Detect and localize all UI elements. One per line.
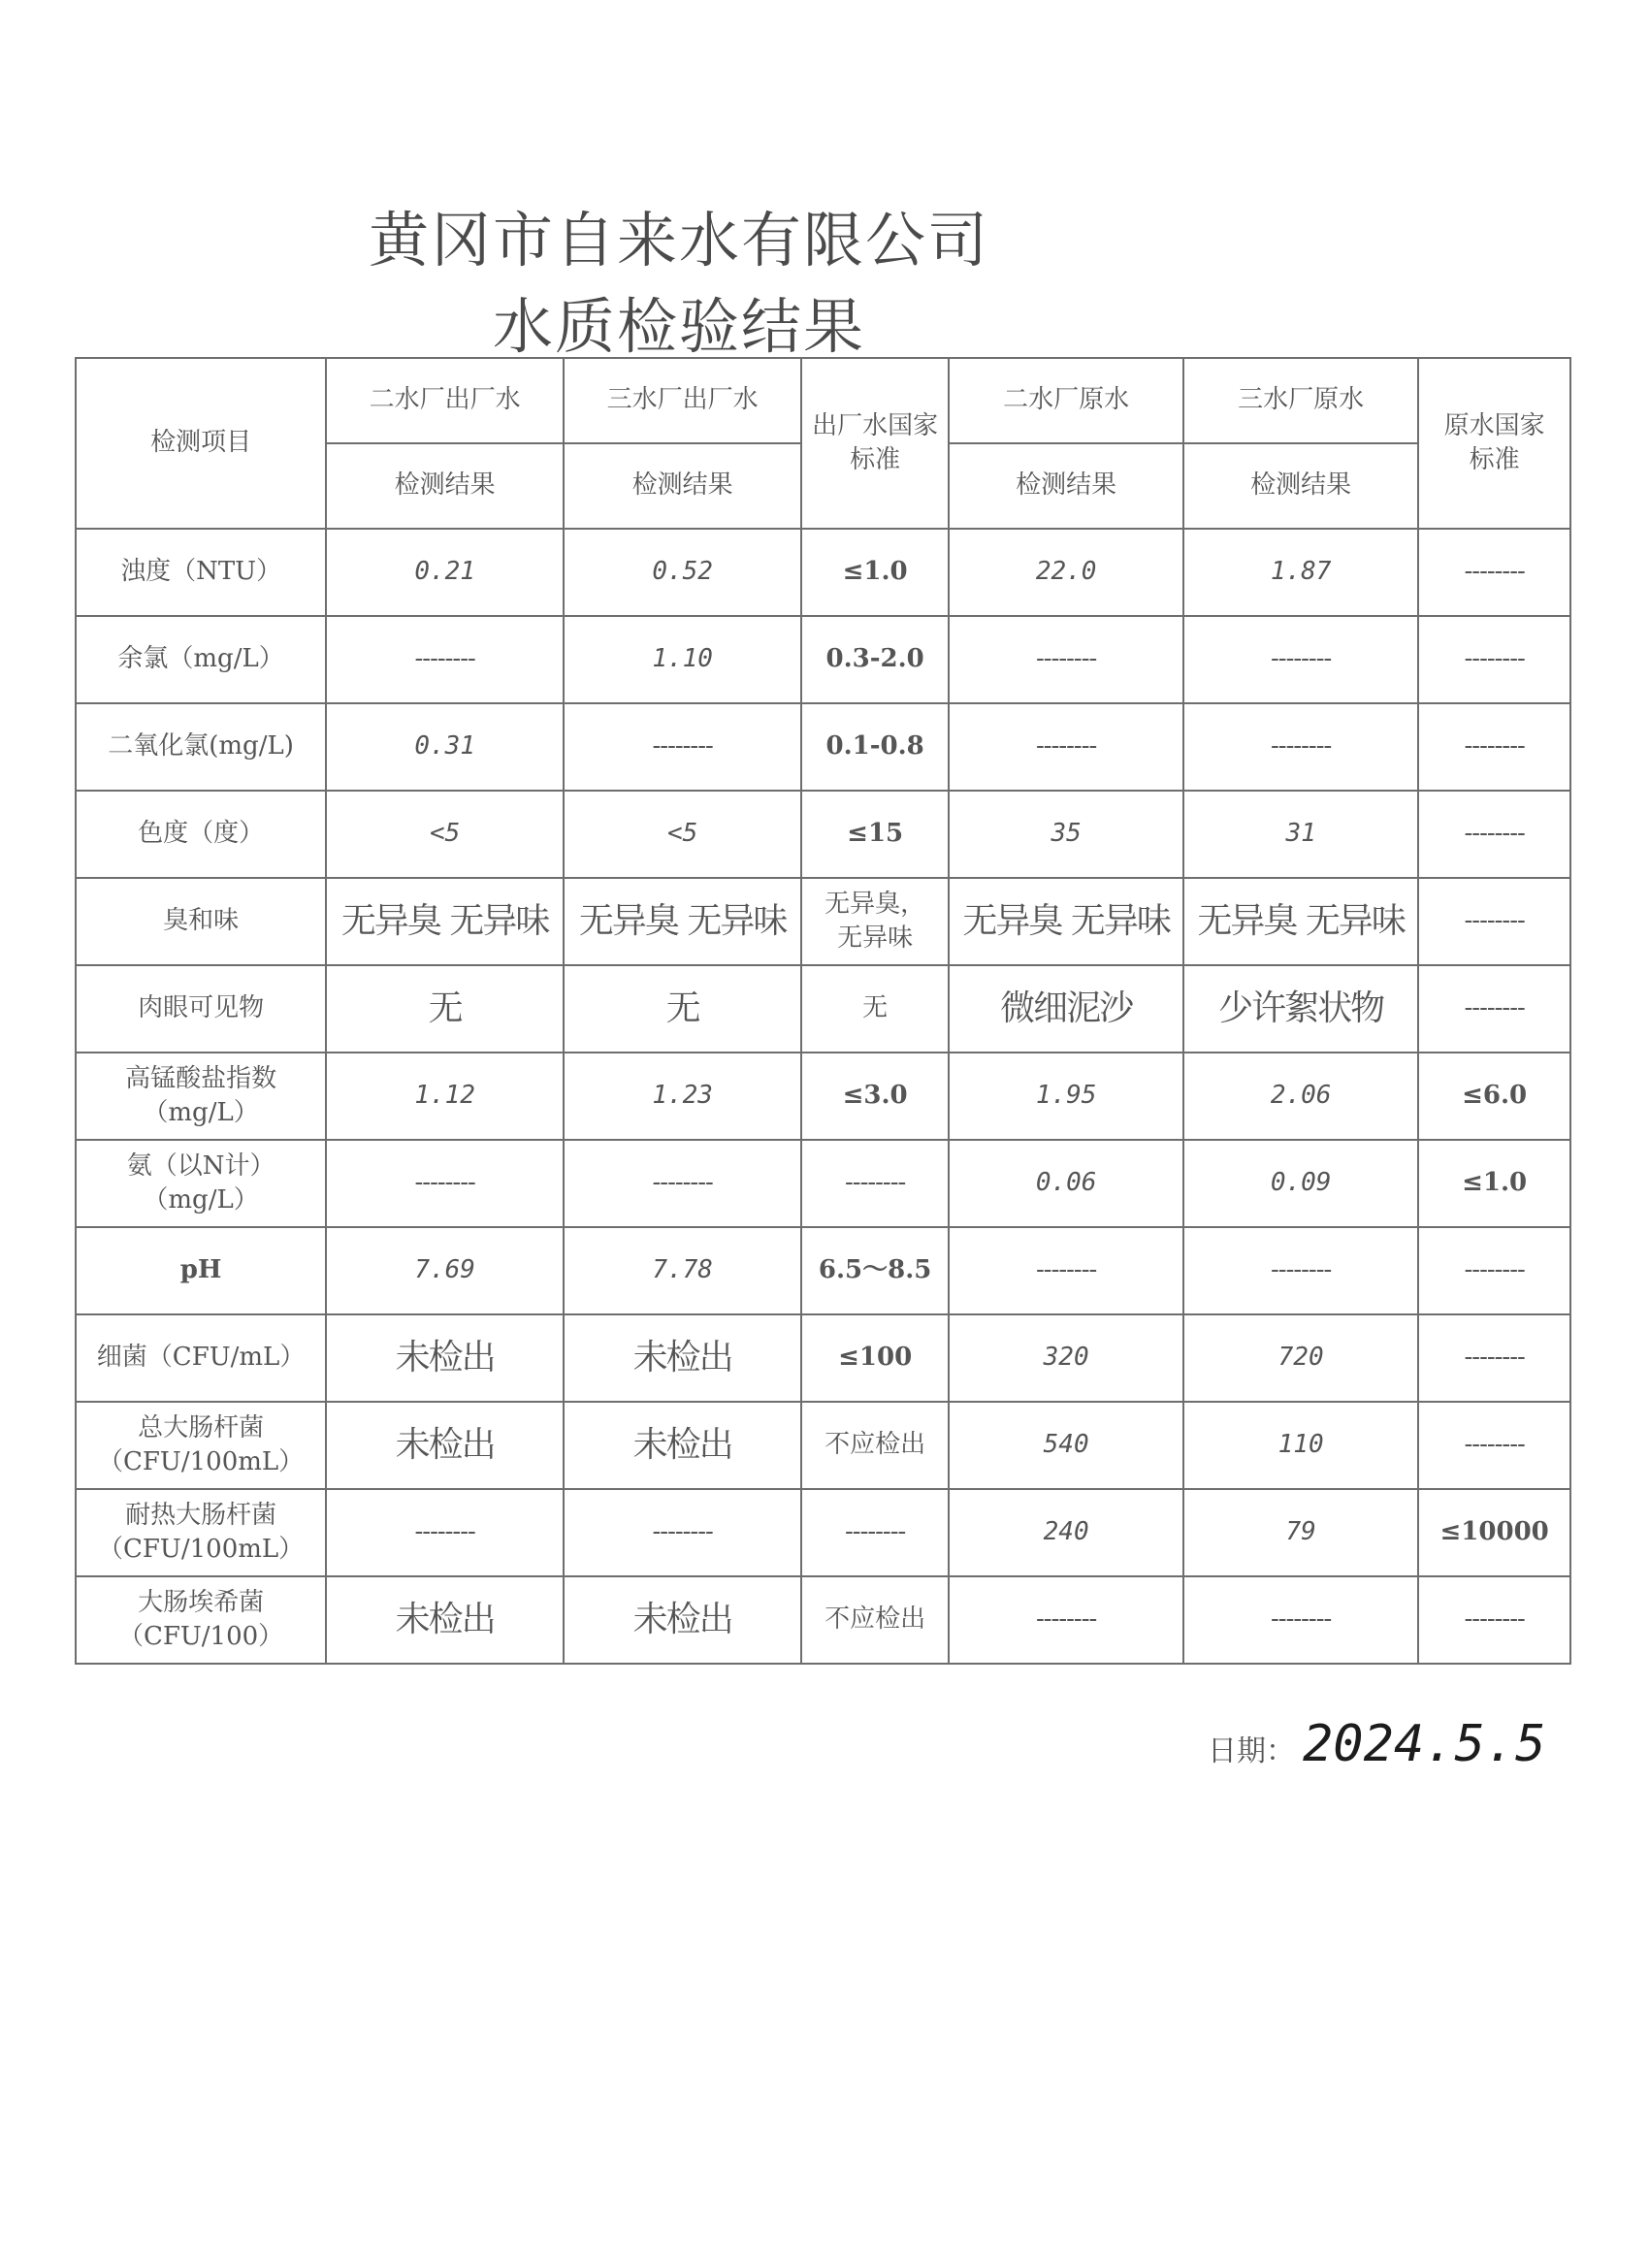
cell-std-raw: ≤1.0	[1418, 1140, 1570, 1227]
row-item: 臭和味	[76, 878, 326, 965]
header-result-col3: 检测结果	[949, 443, 1183, 529]
report-title: 黄冈市自来水有限公司	[368, 205, 989, 275]
cell-std-out: --------	[801, 1489, 949, 1576]
cell-col1: 1.12	[326, 1053, 564, 1140]
cell-col3: 无异臭 无异味	[949, 878, 1183, 965]
cell-col3: 22.0	[949, 529, 1183, 616]
cell-std-out: 不应检出	[801, 1576, 949, 1664]
table-row	[76, 1314, 1570, 1402]
cell-col1: 0.31	[326, 703, 564, 791]
cell-std-out: ≤1.0	[801, 529, 949, 616]
header-result-col4: 检测结果	[1183, 443, 1418, 529]
header-result-col2: 检测结果	[564, 443, 801, 529]
cell-col2: --------	[564, 1140, 801, 1227]
table-row	[76, 703, 1570, 791]
table-row	[76, 1227, 1570, 1314]
report-date	[1208, 1715, 1545, 1773]
cell-col4: --------	[1183, 703, 1418, 791]
cell-col2: 未检出	[564, 1576, 801, 1664]
cell-col2: --------	[564, 703, 801, 791]
table-row	[76, 1489, 1570, 1576]
header-col3: 二水厂原水	[949, 358, 1183, 443]
cell-std-out: 不应检出	[801, 1402, 949, 1489]
cell-col4: 0.09	[1183, 1140, 1418, 1227]
cell-std-out: 0.3-2.0	[801, 616, 949, 703]
table-row	[76, 791, 1570, 878]
cell-col4: --------	[1183, 1576, 1418, 1664]
cell-col1: --------	[326, 1489, 564, 1576]
cell-std-raw: --------	[1418, 1227, 1570, 1314]
cell-col4: 31	[1183, 791, 1418, 878]
cell-col4: 110	[1183, 1402, 1418, 1489]
water-quality-table	[75, 357, 1571, 1665]
cell-col2: 0.52	[564, 529, 801, 616]
cell-col2: <5	[564, 791, 801, 878]
cell-col4: --------	[1183, 616, 1418, 703]
date-value: 2024.5.5	[1303, 1715, 1546, 1773]
cell-col2: 1.23	[564, 1053, 801, 1140]
cell-col1: 无异臭 无异味	[326, 878, 564, 965]
cell-col3: --------	[949, 1576, 1183, 1664]
row-item: 氨（以N计）（mg/L）	[76, 1140, 326, 1227]
header-col4: 三水厂原水	[1183, 358, 1418, 443]
cell-col2: 无	[564, 965, 801, 1053]
cell-std-out: 0.1-0.8	[801, 703, 949, 791]
cell-col1: 无	[326, 965, 564, 1053]
cell-col3: 540	[949, 1402, 1183, 1489]
cell-col1: --------	[326, 1140, 564, 1227]
row-item: 耐热大肠杆菌（CFU/100mL）	[76, 1489, 326, 1576]
cell-col4: --------	[1183, 1227, 1418, 1314]
table-row	[76, 529, 1570, 616]
cell-col2: 未检出	[564, 1402, 801, 1489]
cell-col3: --------	[949, 1227, 1183, 1314]
cell-std-out: ≤15	[801, 791, 949, 878]
row-item: 大肠埃希菌（CFU/100）	[76, 1576, 326, 1664]
cell-col3: 320	[949, 1314, 1183, 1402]
cell-col3: 0.06	[949, 1140, 1183, 1227]
row-item: 余氯（mg/L）	[76, 616, 326, 703]
cell-std-raw: --------	[1418, 878, 1570, 965]
cell-col4: 2.06	[1183, 1053, 1418, 1140]
table-row	[76, 1140, 1570, 1227]
row-item: 细菌（CFU/mL）	[76, 1314, 326, 1402]
cell-std-out: 无	[801, 965, 949, 1053]
cell-col2: 无异臭 无异味	[564, 878, 801, 965]
cell-col2: 未检出	[564, 1314, 801, 1402]
table-row	[76, 616, 1570, 703]
cell-std-out: ≤3.0	[801, 1053, 949, 1140]
header-std-raw: 原水国家标准	[1418, 358, 1570, 529]
table-row	[76, 965, 1570, 1053]
cell-std-raw: ≤10000	[1418, 1489, 1570, 1576]
cell-std-raw: --------	[1418, 1314, 1570, 1402]
report-subtitle: 水质检验结果	[492, 291, 865, 362]
row-item: 肉眼可见物	[76, 965, 326, 1053]
cell-col2: --------	[564, 1489, 801, 1576]
table-row	[76, 878, 1570, 965]
row-item: 浊度（NTU）	[76, 529, 326, 616]
row-item: 色度（度）	[76, 791, 326, 878]
cell-col4: 720	[1183, 1314, 1418, 1402]
cell-col1: --------	[326, 616, 564, 703]
header-std-out: 出厂水国家标准	[801, 358, 949, 529]
cell-col2: 7.78	[564, 1227, 801, 1314]
table-row	[76, 1576, 1570, 1664]
row-item: 高锰酸盐指数（mg/L）	[76, 1053, 326, 1140]
cell-std-out: --------	[801, 1140, 949, 1227]
cell-col4: 1.87	[1183, 529, 1418, 616]
header-col2: 三水厂出厂水	[564, 358, 801, 443]
cell-col1: 未检出	[326, 1314, 564, 1402]
cell-col1: 未检出	[326, 1402, 564, 1489]
cell-col3: 微细泥沙	[949, 965, 1183, 1053]
cell-col1: 7.69	[326, 1227, 564, 1314]
cell-col2: 1.10	[564, 616, 801, 703]
cell-col1: 0.21	[326, 529, 564, 616]
cell-std-raw: --------	[1418, 703, 1570, 791]
cell-std-raw: --------	[1418, 616, 1570, 703]
table-row	[76, 1053, 1570, 1140]
row-item: pH	[76, 1227, 326, 1314]
date-label: 日期：	[1208, 1734, 1295, 1768]
row-item: 总大肠杆菌（CFU/100mL）	[76, 1402, 326, 1489]
cell-std-out: ≤100	[801, 1314, 949, 1402]
cell-col1: <5	[326, 791, 564, 878]
table-row	[76, 1402, 1570, 1489]
header-col1: 二水厂出厂水	[326, 358, 564, 443]
cell-col3: --------	[949, 703, 1183, 791]
header-result-col1: 检测结果	[326, 443, 564, 529]
cell-col1: 未检出	[326, 1576, 564, 1664]
cell-col3: --------	[949, 616, 1183, 703]
cell-std-out: 6.5～8.5	[801, 1227, 949, 1314]
cell-std-raw: --------	[1418, 1402, 1570, 1489]
cell-col4: 79	[1183, 1489, 1418, 1576]
cell-std-raw: --------	[1418, 791, 1570, 878]
cell-std-raw: --------	[1418, 529, 1570, 616]
header-item: 检测项目	[76, 358, 326, 529]
cell-std-raw: ≤6.0	[1418, 1053, 1570, 1140]
cell-std-raw: --------	[1418, 1576, 1570, 1664]
cell-col3: 240	[949, 1489, 1183, 1576]
cell-col3: 1.95	[949, 1053, 1183, 1140]
cell-col3: 35	[949, 791, 1183, 878]
row-item: 二氧化氯(mg/L)	[76, 703, 326, 791]
cell-col4: 少许絮状物	[1183, 965, 1418, 1053]
cell-std-raw: --------	[1418, 965, 1570, 1053]
cell-col4: 无异臭 无异味	[1183, 878, 1418, 965]
cell-std-out: 无异臭，无异味	[801, 878, 949, 965]
